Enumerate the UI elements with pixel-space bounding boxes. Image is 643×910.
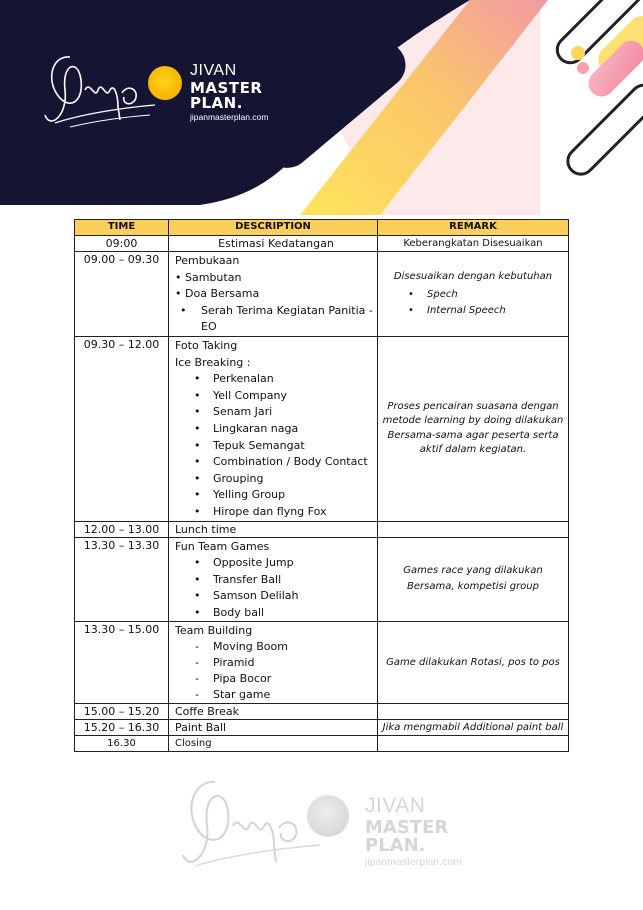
table-row [75, 622, 569, 704]
list-item: • Doa Bersama [175, 286, 377, 303]
watermark-signature [175, 770, 325, 880]
watermark-website: jipanmasterplan.com [365, 856, 462, 868]
brand-wordmark [190, 63, 268, 122]
row-time: 09.00 – 09.30 [75, 252, 169, 337]
brand-line-2: MASTER [190, 79, 263, 97]
list-item: • Spech [402, 287, 564, 303]
watermark-line-2: MASTER [365, 817, 449, 838]
row-description: Lunch time [169, 521, 378, 537]
table-header-row [75, 220, 569, 236]
brand-website: jipanmasterplan.com [190, 112, 269, 122]
row-time: 12.00 – 13.00 [75, 521, 169, 537]
list-item: • Senam Jari [175, 404, 377, 421]
list-item: • Transfer Ball [175, 572, 377, 589]
brand-line-1: JIVAN [190, 62, 237, 79]
list-item: • Serah Terima Kegiatan Panitia - EO [175, 303, 377, 336]
description-title: Pembukaan [175, 254, 240, 267]
description-title: Team Building [175, 624, 253, 638]
row-remark: Games race yang dilakukan Bersama, kompetisi group [378, 537, 569, 622]
row-remark: Jika mengmabil Additional paint ball [378, 720, 569, 736]
description-subtitle: Ice Breaking : [175, 355, 251, 369]
description-title: Foto Taking [175, 338, 238, 352]
list-item: • Lingkaran naga [175, 421, 377, 438]
list-item: • Combination / Body Contact [175, 454, 377, 471]
row-description [169, 252, 378, 337]
list-item: - Pipa Bocor [175, 671, 377, 687]
list-item: • Perkenalan [175, 371, 377, 388]
watermark-line-1: JIVAN [365, 794, 426, 817]
table-row [75, 537, 569, 622]
row-remark [378, 521, 569, 537]
row-description [169, 622, 378, 704]
row-time: 09:00 [75, 236, 169, 252]
row-time: 15.00 – 15.20 [75, 704, 169, 720]
remark-list [402, 287, 564, 319]
brand-line-3: PLAN. [190, 94, 243, 112]
list-item: • Yell Company [175, 388, 377, 405]
header-time: TIME [75, 220, 169, 236]
list-item: • Samson Delilah [175, 588, 377, 605]
footer-watermark-logo [175, 770, 485, 880]
row-remark [378, 736, 569, 752]
schedule-table [74, 219, 569, 752]
list-item: - Moving Boom [175, 639, 377, 655]
list-item: • Sambutan [175, 270, 377, 287]
header-remark: REMARK [378, 220, 569, 236]
description-list [175, 303, 377, 336]
row-description [169, 537, 378, 622]
table-row [75, 521, 569, 537]
row-time: 13.30 – 13.30 [75, 537, 169, 622]
list-item: • Internal Speech [402, 303, 564, 319]
row-description [169, 336, 378, 521]
row-remark [378, 704, 569, 720]
brand-logo [40, 45, 290, 135]
list-item: • Yelling Group [175, 487, 377, 504]
list-item: • Body ball [175, 605, 377, 622]
row-remark: Proses pencairan suasana dengan metode learning by doing dilakukan Bersama-sama agar peserta serta aktif dalam kegiatan. [378, 336, 569, 521]
watermark-sun-icon [307, 795, 349, 837]
header-description: DESCRIPTION [169, 220, 378, 236]
signature-script [40, 45, 160, 135]
table-row [75, 704, 569, 720]
list-item: • Opposite Jump [175, 555, 377, 572]
row-time: 09.30 – 12.00 [75, 336, 169, 521]
row-time: 15.20 – 16.30 [75, 720, 169, 736]
row-time: 13.30 – 15.00 [75, 622, 169, 704]
row-remark [378, 252, 569, 337]
row-time: 16.30 [75, 736, 169, 752]
table-row [75, 252, 569, 337]
table-row [75, 720, 569, 736]
description-list [175, 555, 377, 621]
row-description: Coffe Break [169, 704, 378, 720]
list-item: • Hirope dan flyng Fox [175, 504, 377, 521]
watermark-line-3: PLAN. [365, 835, 426, 856]
sun-icon [148, 66, 182, 100]
description-list [175, 371, 377, 520]
table-row [75, 236, 569, 252]
list-item: • Grouping [175, 471, 377, 488]
list-item: - Piramid [175, 655, 377, 671]
row-remark: Game dilakukan Rotasi, pos to pos [378, 622, 569, 704]
table-row [75, 736, 569, 752]
description-list [175, 270, 377, 303]
row-description: Paint Ball [169, 720, 378, 736]
row-remark: Keberangkatan Disesuaikan [378, 236, 569, 252]
description-list [175, 639, 377, 703]
list-item: • Tepuk Semangat [175, 438, 377, 455]
row-description: Estimasi Kedatangan [169, 236, 378, 252]
watermark-wordmark [365, 795, 462, 868]
remark-text: Disesuaikan dengan kebutuhan [393, 270, 553, 282]
list-item: - Star game [175, 687, 377, 703]
row-description: Closing [169, 736, 378, 752]
header-banner [0, 0, 643, 215]
table-row [75, 336, 569, 521]
description-title: Fun Team Games [175, 539, 270, 553]
